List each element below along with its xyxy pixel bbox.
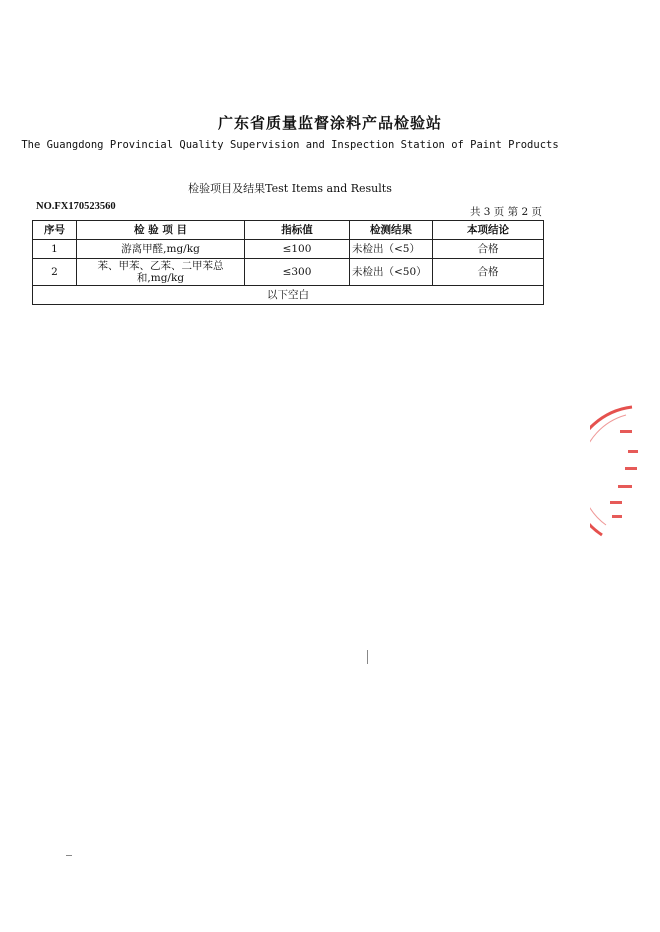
org-title-en: The Guangdong Provincial Quality Supervision and Inspection Station of Paint Products (21, 139, 559, 151)
cell-limit: ≤300 (245, 259, 350, 286)
cell-conclusion: 合格 (433, 240, 544, 259)
table-row (33, 259, 544, 286)
cell-no: 1 (33, 240, 77, 259)
scan-mark (367, 650, 368, 664)
org-title-cn: 广东省质量监督涂料产品检验站 (217, 114, 442, 132)
page-indicator: 共 3 页 第 2 页 (469, 206, 542, 218)
table-row (33, 240, 544, 259)
report-number: NO.FX170523560 (36, 201, 116, 212)
scan-mark (66, 855, 72, 856)
cell-result: 未检出（<5） (350, 240, 433, 259)
blank-below-note: 以下空白 (33, 286, 544, 305)
cell-result: 未检出（<50） (350, 259, 433, 286)
section-subtitle: 检验项目及结果Test Items and Results (188, 182, 392, 195)
red-seal-stamp (590, 405, 660, 545)
header-result: 检测结果 (350, 221, 433, 240)
cell-conclusion: 合格 (433, 259, 544, 286)
header-conclusion: 本项结论 (433, 221, 544, 240)
header-item: 检 验 项 目 (77, 221, 245, 240)
cell-limit: ≤100 (245, 240, 350, 259)
cell-no: 2 (33, 259, 77, 286)
results-table (32, 220, 544, 305)
cell-item: 游离甲醛,mg/kg (77, 240, 245, 259)
cell-item: 苯、甲苯、乙苯、二甲苯总和,mg/kg (77, 259, 245, 286)
header-no: 序号 (33, 221, 77, 240)
header-limit: 指标值 (245, 221, 350, 240)
table-footer-row (33, 286, 544, 305)
table-header-row (33, 221, 544, 240)
